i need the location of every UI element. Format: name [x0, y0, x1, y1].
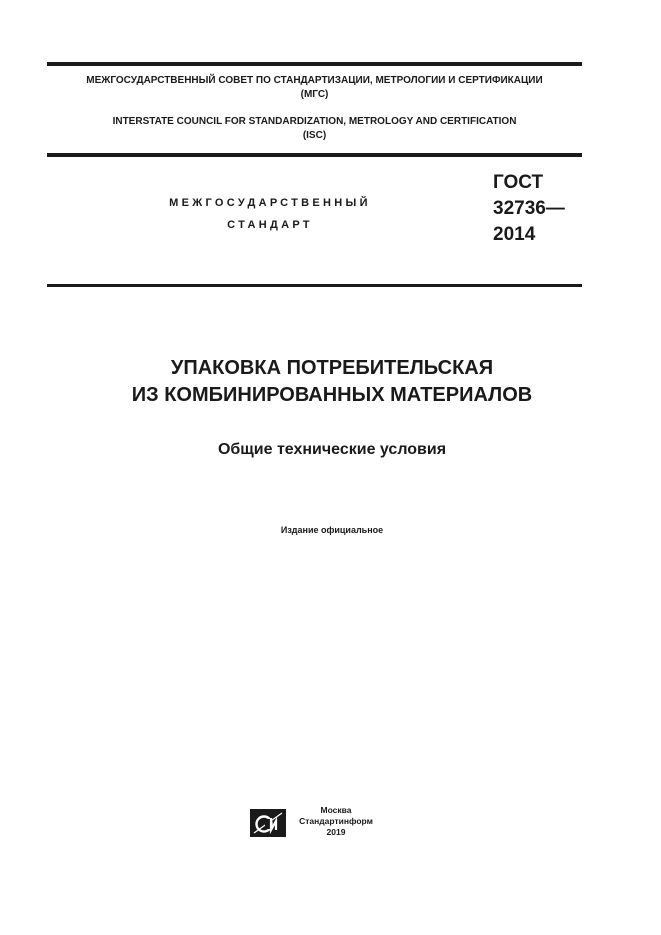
standard-kind-line2: СТАНДАРТ [227, 219, 313, 231]
document-title [47, 355, 617, 409]
council-abbr-en: (ISC) [302, 130, 327, 141]
council-name-ru-line1: МЕЖГОСУДАРСТВЕННЫЙ СОВЕТ ПО СТАНДАРТИЗАЦИИ, МЕТРОЛОГИИ И СЕРТИФИКАЦИИ [86, 75, 543, 86]
publisher-city: Москва [320, 805, 352, 815]
publisher-name: Стандартинформ [299, 816, 373, 826]
gost-year: 2014 [493, 224, 536, 245]
gost-designation [493, 170, 565, 248]
publisher-info [296, 805, 376, 838]
gost-prefix: ГОСТ [493, 172, 544, 193]
standard-kind-line1: МЕЖГОСУДАРСТВЕННЫЙ [169, 197, 371, 209]
bottom-rule [47, 284, 582, 287]
standard-kind [120, 192, 420, 236]
standartinform-logo-icon [250, 809, 286, 837]
document-title-line2: ИЗ КОМБИНИРОВАННЫХ МАТЕРИАЛОВ [131, 384, 533, 406]
middle-rule [47, 153, 582, 157]
council-abbr-ru: (МГС) [300, 89, 329, 100]
document-title-line1: УПАКОВКА ПОТРЕБИТЕЛЬСКАЯ [170, 357, 494, 379]
document-subtitle: Общие технические условия [217, 441, 447, 458]
council-name-en-line1: INTERSTATE COUNCIL FOR STANDARDIZATION, METROLOGY AND CERTIFICATION [112, 116, 517, 127]
council-name-ru [47, 74, 582, 102]
council-name-en [47, 115, 582, 143]
edition-note: Издание официальное [280, 525, 384, 535]
gost-number: 32736— [493, 198, 565, 219]
top-rule [47, 62, 582, 66]
publisher-year: 2019 [326, 827, 346, 837]
